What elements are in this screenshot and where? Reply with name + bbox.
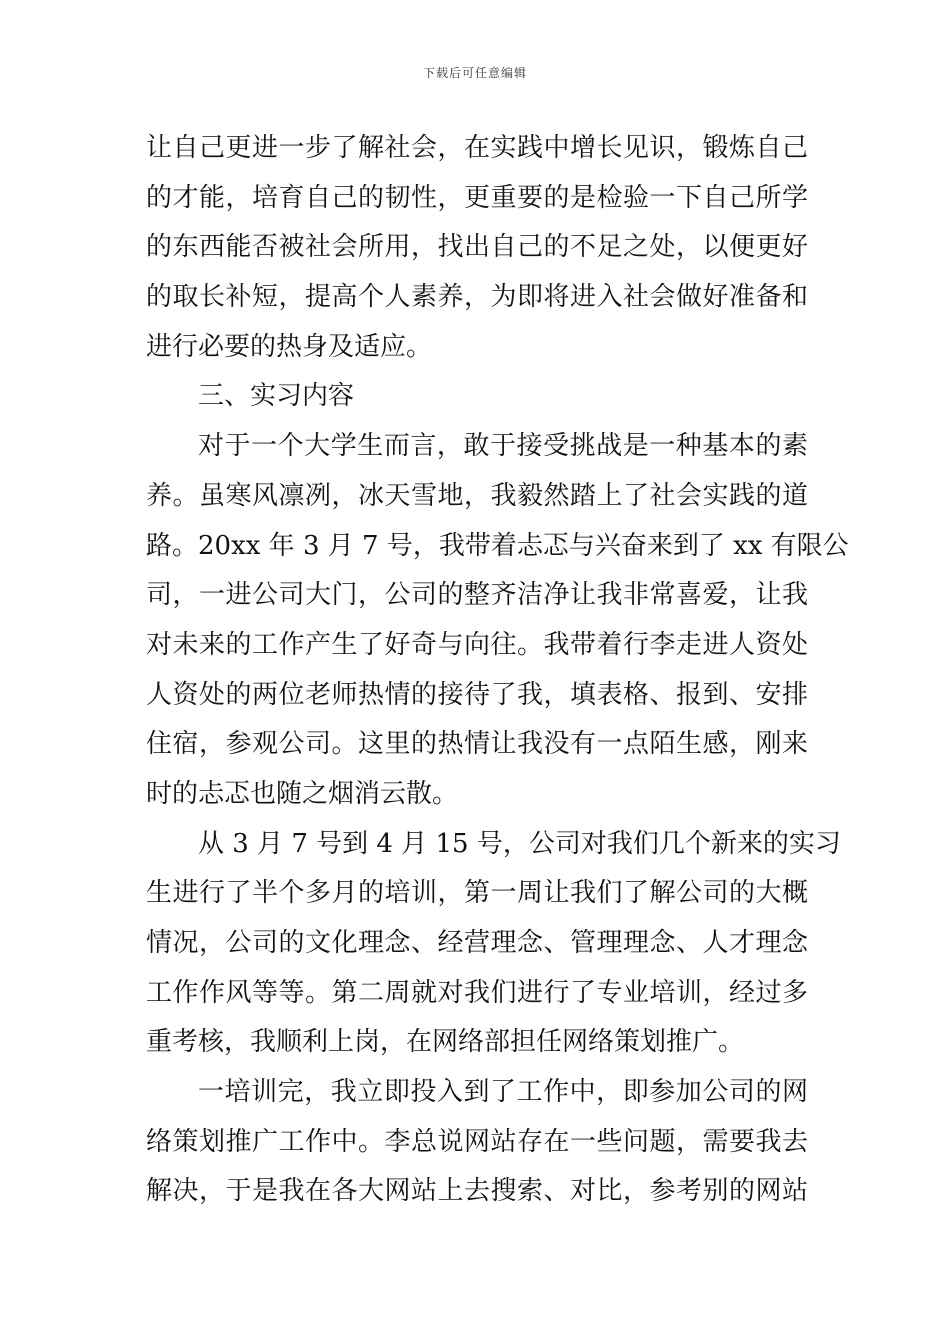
text-line: 对于一个大学生而言，敢于接受挑战是一种基本的素	[198, 431, 808, 462]
paragraph	[146, 422, 849, 820]
text-line: 情况，公司的文化理念、经营理念、管理理念、人才理念	[146, 928, 808, 958]
text-line: 一培训完，我立即投入到了工作中，即参加公司的网	[198, 1077, 808, 1108]
text-line: 对未来的工作产生了好奇与向往。我带着行李走进人资处	[146, 629, 808, 660]
section-heading	[146, 372, 808, 422]
text-line: 工作作风等等。第二周就对我们进行了专业培训，经过多	[146, 977, 808, 1008]
text-line: 的东西能否被社会所用，找出自己的不足之处，以便更好	[146, 232, 808, 263]
paragraph	[146, 124, 808, 372]
text-line: 生进行了半个多月的培训，第一周让我们了解公司的大概	[146, 878, 808, 909]
page-header: 下载后可任意编辑	[422, 66, 527, 80]
text-line: 让自己更进一步了解社会，在实践中增长见识，锻炼自己	[146, 133, 808, 163]
text-line: 养。虽寒风凛冽，冰天雪地，我毅然踏上了社会实践的道	[146, 480, 808, 511]
heading-text: 三、实习内容	[198, 381, 355, 412]
text-line: 住宿，参观公司。这里的热情让我没有一点陌生感，刚来	[146, 729, 808, 760]
text-line: 人资处的两位老师热情的接待了我，填表格、报到、安排	[146, 679, 808, 710]
text-line: 路。20xx 年 3 月 7 号，我带着忐忑与兴奋来到了 xx 有限公	[146, 530, 849, 561]
paragraph	[146, 1068, 808, 1217]
text-line: 司，一进公司大门，公司的整齐洁净让我非常喜爱，让我	[146, 580, 808, 611]
document-body	[146, 124, 849, 1217]
text-line: 时的忐忑也随之烟消云散。	[146, 778, 459, 809]
paragraph	[146, 820, 841, 1068]
text-line: 解决，于是我在各大网站上去搜索、对比，参考别的网站	[146, 1176, 808, 1207]
text-line: 的才能，培育自己的韧性，更重要的是检验一下自己所学	[146, 182, 808, 213]
text-line: 重考核，我顺利上岗，在网络部担任网络策划推广。	[146, 1027, 745, 1058]
text-line: 的取长补短，提高个人素养，为即将进入社会做好准备和	[146, 282, 808, 313]
text-line: 从 3 月 7 号到 4 月 15 号，公司对我们几个新来的实习	[198, 828, 841, 859]
text-line: 络策划推广工作中。李总说网站存在一些问题，需要我去	[146, 1126, 808, 1157]
text-line: 进行必要的热身及适应。	[146, 331, 433, 362]
